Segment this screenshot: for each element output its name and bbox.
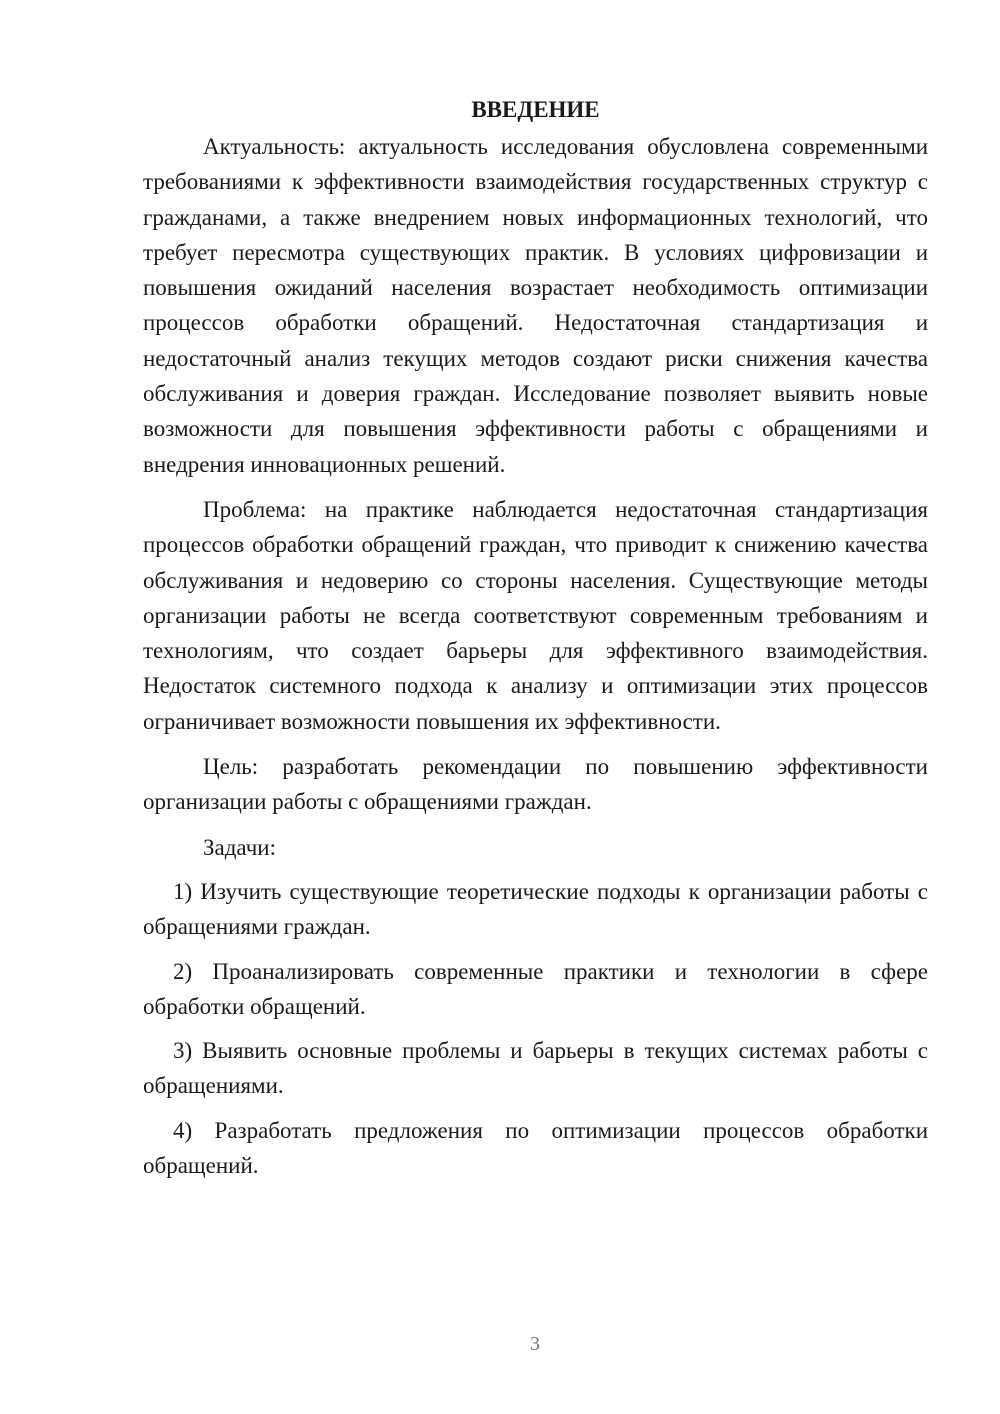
task-item-3: 3) Выявить основные проблемы и барьеры в текущих системах работы с обращениями. xyxy=(143,1038,928,1099)
goal-paragraph: Цель: разработать рекомендации по повышению эффективности организации работы с обращениями граждан. xyxy=(143,754,928,815)
tasks-heading: Задачи: xyxy=(203,834,276,860)
relevance-paragraph: Актуальность: актуальность исследования обусловлена современными требованиями к эффективности взаимодействия государственных структур с гражданами, а также внедрением новых информационных технологий, что требует пересмотра существующих практик. В условиях цифровизации и повышения ожиданий населения возрастает необходимость оптимизации процессов обработки обращений. Недостаточная стандартизация и недостаточный анализ текущих методов создают риски снижения качества обслуживания и доверия граждан. Исследование позволяет выявить новые возможности для повышения эффективности работы с обращениями и внедрения инновационных решений. xyxy=(143,134,928,477)
task-item-1: 1) Изучить существующие теоретические подходы к организации работы с обращениями граждан. xyxy=(143,878,928,940)
task-item-2: 2) Проанализировать современные практики и технологии в сфере обработки обращений. xyxy=(143,958,928,1019)
problem-paragraph: Проблема: на практике наблюдается недостаточная стандартизация процессов обработки обращений граждан, что приводит к снижению качества обслуживания и недоверию со стороны населения. Существующие методы организации работы не всегда соответствуют современным требованиям и технологиям, что создает барьеры для эффективного взаимодействия. Недостаток системного подхода к анализу и оптимизации этих процессов ограничивает возможности повышения их эффективности. xyxy=(143,496,928,734)
document-page xyxy=(143,92,928,1183)
task-item-4: 4) Разработать предложения по оптимизации процессов обработки обращений. xyxy=(143,1117,928,1179)
page-number: 3 xyxy=(530,1333,540,1355)
page-title: ВВЕДЕНИЕ xyxy=(471,97,600,122)
